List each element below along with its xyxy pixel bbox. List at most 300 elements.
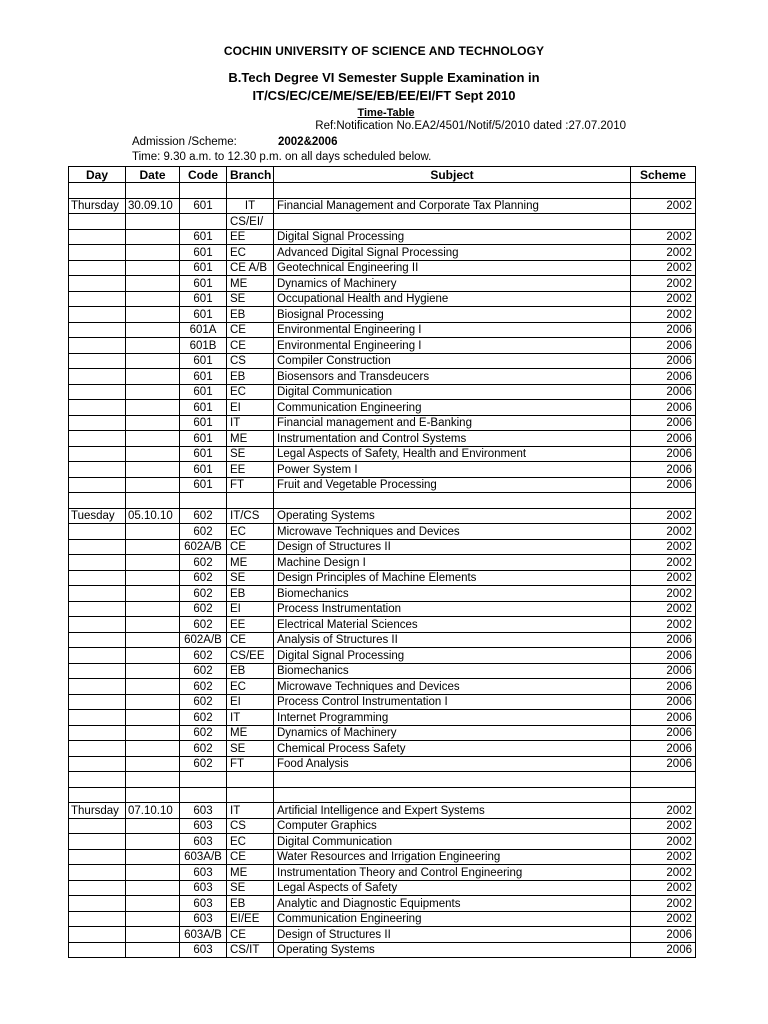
cell-date: [126, 260, 180, 276]
cell-subject: Design of Structures II: [274, 539, 631, 555]
cell-scheme: 2002: [631, 803, 696, 819]
cell-code: [180, 772, 227, 788]
cell-scheme: 2006: [631, 415, 696, 431]
cell-branch: [227, 183, 274, 199]
cell-branch: CE: [227, 322, 274, 338]
table-row: [69, 260, 696, 276]
cell-branch: EE: [227, 229, 274, 245]
cell-code: 602: [180, 586, 227, 602]
cell-scheme: 2002: [631, 524, 696, 540]
cell-date: [126, 601, 180, 617]
cell-subject: Artificial Intelligence and Expert Systems: [274, 803, 631, 819]
cell-branch: CE: [227, 338, 274, 354]
cell-date: [126, 880, 180, 896]
cell-day: [69, 570, 126, 586]
table-spacer-row: [69, 183, 696, 199]
cell-subject: Fruit and Vegetable Processing: [274, 477, 631, 493]
cell-date: [126, 353, 180, 369]
table-row: [69, 400, 696, 416]
cell-branch: ME: [227, 431, 274, 447]
cell-scheme: 2006: [631, 648, 696, 664]
cell-subject: Water Resources and Irrigation Engineering: [274, 849, 631, 865]
cell-day: [69, 880, 126, 896]
cell-branch: EC: [227, 679, 274, 695]
cell-scheme: 2002: [631, 865, 696, 881]
cell-subject: Power System I: [274, 462, 631, 478]
cell-subject: Dynamics of Machinery: [274, 276, 631, 292]
table-row: [69, 601, 696, 617]
cell-scheme: 2002: [631, 229, 696, 245]
cell-subject: Machine Design I: [274, 555, 631, 571]
cell-code: 601: [180, 276, 227, 292]
table-row: [69, 911, 696, 927]
cell-branch: SE: [227, 446, 274, 462]
table-row: [69, 927, 696, 943]
cell-date: [126, 384, 180, 400]
cell-date: [126, 245, 180, 261]
cell-code: 601: [180, 369, 227, 385]
cell-day: [69, 787, 126, 803]
admission-scheme-value: 2002&2006: [278, 136, 338, 148]
cell-branch: FT: [227, 756, 274, 772]
cell-code: 602: [180, 694, 227, 710]
cell-scheme: 2006: [631, 431, 696, 447]
table-row: [69, 415, 696, 431]
reference-notification: Ref:Notification No.EA2/4501/Notif/5/2010 dated :27.07.2010: [315, 120, 626, 132]
cell-date: [126, 524, 180, 540]
cell-scheme: 2002: [631, 834, 696, 850]
cell-day: Tuesday: [69, 508, 126, 524]
cell-code: 601: [180, 462, 227, 478]
cell-subject: Instrumentation and Control Systems: [274, 431, 631, 447]
table-row: [69, 291, 696, 307]
cell-code: 602A/B: [180, 632, 227, 648]
cell-scheme: 2002: [631, 880, 696, 896]
cell-day: [69, 183, 126, 199]
cell-scheme: 2006: [631, 384, 696, 400]
cell-code: 603: [180, 834, 227, 850]
timetable-body: [69, 183, 696, 958]
cell-code: 603: [180, 865, 227, 881]
cell-code: 601: [180, 477, 227, 493]
cell-scheme: 2006: [631, 756, 696, 772]
cell-code: 601: [180, 431, 227, 447]
cell-subject: Food Analysis: [274, 756, 631, 772]
cell-date: [126, 539, 180, 555]
cell-code: 603: [180, 942, 227, 958]
table-spacer-row: [69, 493, 696, 509]
cell-day: [69, 338, 126, 354]
cell-code: 602: [180, 555, 227, 571]
cell-day: [69, 772, 126, 788]
cell-code: 602: [180, 663, 227, 679]
cell-subject: Electrical Material Sciences: [274, 617, 631, 633]
cell-date: [126, 694, 180, 710]
cell-branch: [227, 493, 274, 509]
cell-branch: ME: [227, 865, 274, 881]
cell-scheme: 2006: [631, 632, 696, 648]
table-row: [69, 539, 696, 555]
cell-scheme: 2006: [631, 462, 696, 478]
cell-day: [69, 555, 126, 571]
cell-scheme: 2002: [631, 818, 696, 834]
cell-day: [69, 710, 126, 726]
cell-code: [180, 183, 227, 199]
cell-date: [126, 772, 180, 788]
cell-code: 602A/B: [180, 539, 227, 555]
cell-date: [126, 493, 180, 509]
col-header-branch: Branch: [227, 167, 274, 183]
table-spacer-row: [69, 787, 696, 803]
cell-day: [69, 694, 126, 710]
cell-subject: Chemical Process Safety: [274, 741, 631, 757]
cell-day: [69, 245, 126, 261]
cell-date: 07.10.10: [126, 803, 180, 819]
cell-code: 602: [180, 710, 227, 726]
table-row: [69, 446, 696, 462]
cell-day: [69, 756, 126, 772]
cell-date: [126, 710, 180, 726]
cell-date: 30.09.10: [126, 198, 180, 214]
cell-date: [126, 570, 180, 586]
cell-scheme: [631, 787, 696, 803]
cell-scheme: [631, 772, 696, 788]
cell-scheme: 2006: [631, 446, 696, 462]
col-header-code: Code: [180, 167, 227, 183]
cell-branch: EC: [227, 834, 274, 850]
table-row: [69, 462, 696, 478]
table-row: [69, 834, 696, 850]
cell-subject: Communication Engineering: [274, 400, 631, 416]
table-row: [69, 648, 696, 664]
cell-branch: IT: [227, 803, 274, 819]
cell-scheme: 2002: [631, 276, 696, 292]
cell-branch: SE: [227, 570, 274, 586]
admission-scheme-label: Admission /Scheme:: [132, 136, 237, 148]
col-header-subject: Subject: [274, 167, 631, 183]
cell-day: [69, 725, 126, 741]
table-row: [69, 431, 696, 447]
cell-date: [126, 431, 180, 447]
table-row: [69, 849, 696, 865]
cell-code: 602: [180, 725, 227, 741]
cell-day: [69, 493, 126, 509]
table-row: [69, 276, 696, 292]
cell-code: [180, 787, 227, 803]
cell-scheme: 2006: [631, 694, 696, 710]
table-row: [69, 229, 696, 245]
cell-day: [69, 942, 126, 958]
cell-subject: Process Control Instrumentation I: [274, 694, 631, 710]
cell-subject: Biosensors and Transdeucers: [274, 369, 631, 385]
cell-scheme: 2002: [631, 896, 696, 912]
cell-code: 601: [180, 198, 227, 214]
cell-code: 602: [180, 508, 227, 524]
cell-code: 601: [180, 446, 227, 462]
col-header-day: Day: [69, 167, 126, 183]
cell-day: [69, 276, 126, 292]
cell-subject: Biomechanics: [274, 663, 631, 679]
cell-code: 602: [180, 679, 227, 695]
cell-scheme: 2002: [631, 291, 696, 307]
cell-scheme: 2002: [631, 508, 696, 524]
cell-subject: Operating Systems: [274, 942, 631, 958]
cell-subject: Legal Aspects of Safety, Health and Environment: [274, 446, 631, 462]
cell-code: 601: [180, 291, 227, 307]
cell-day: [69, 849, 126, 865]
cell-date: [126, 849, 180, 865]
cell-scheme: [631, 493, 696, 509]
cell-day: [69, 663, 126, 679]
cell-day: [69, 617, 126, 633]
table-row: [69, 679, 696, 695]
cell-date: [126, 648, 180, 664]
table-row: [69, 245, 696, 261]
cell-subject: Microwave Techniques and Devices: [274, 679, 631, 695]
cell-code: 603: [180, 911, 227, 927]
cell-subject: Communication Engineering: [274, 911, 631, 927]
cell-day: [69, 586, 126, 602]
cell-scheme: 2006: [631, 663, 696, 679]
table-row: [69, 896, 696, 912]
cell-code: 601: [180, 245, 227, 261]
cell-scheme: 2006: [631, 741, 696, 757]
cell-subject: Analytic and Diagnostic Equipments: [274, 896, 631, 912]
cell-branch: EC: [227, 245, 274, 261]
table-row: [69, 756, 696, 772]
cell-branch: EB: [227, 896, 274, 912]
cell-day: [69, 834, 126, 850]
cell-scheme: 2002: [631, 539, 696, 555]
col-header-scheme: Scheme: [631, 167, 696, 183]
cell-scheme: 2002: [631, 849, 696, 865]
table-row: [69, 384, 696, 400]
cell-date: [126, 663, 180, 679]
cell-branch: CS/IT: [227, 942, 274, 958]
cell-day: [69, 632, 126, 648]
cell-subject: Biomechanics: [274, 586, 631, 602]
table-row: [69, 353, 696, 369]
cell-code: 602: [180, 648, 227, 664]
cell-subject: Instrumentation Theory and Control Engineering: [274, 865, 631, 881]
cell-day: [69, 462, 126, 478]
cell-day: [69, 214, 126, 230]
cell-scheme: 2002: [631, 260, 696, 276]
cell-day: [69, 911, 126, 927]
cell-subject: [274, 772, 631, 788]
cell-day: [69, 601, 126, 617]
cell-date: [126, 896, 180, 912]
cell-code: 602: [180, 741, 227, 757]
cell-code: 601: [180, 260, 227, 276]
table-row: [69, 338, 696, 354]
table-row: [69, 198, 696, 214]
cell-date: [126, 307, 180, 323]
cell-branch: ME: [227, 555, 274, 571]
cell-branch: IT/CS: [227, 508, 274, 524]
table-row: [69, 880, 696, 896]
table-row: [69, 942, 696, 958]
cell-code: 603: [180, 818, 227, 834]
cell-code: 602: [180, 570, 227, 586]
cell-subject: [274, 214, 631, 230]
cell-date: [126, 586, 180, 602]
cell-branch: EC: [227, 384, 274, 400]
cell-branch: EI: [227, 694, 274, 710]
cell-code: 603: [180, 880, 227, 896]
cell-day: [69, 291, 126, 307]
cell-day: [69, 415, 126, 431]
cell-branch: FT: [227, 477, 274, 493]
cell-day: [69, 539, 126, 555]
cell-code: 602: [180, 524, 227, 540]
cell-branch: EB: [227, 663, 274, 679]
cell-branch: CS: [227, 353, 274, 369]
cell-code: [180, 493, 227, 509]
cell-branch: EC: [227, 524, 274, 540]
cell-branch: EI: [227, 601, 274, 617]
cell-subject: Dynamics of Machinery: [274, 725, 631, 741]
cell-scheme: 2002: [631, 617, 696, 633]
cell-day: [69, 865, 126, 881]
table-header-row: [69, 167, 696, 183]
cell-branch: CE: [227, 632, 274, 648]
table-row: [69, 555, 696, 571]
table-row: [69, 307, 696, 323]
cell-day: [69, 400, 126, 416]
cell-date: [126, 322, 180, 338]
cell-branch: CS/EE: [227, 648, 274, 664]
degree-title-line1: B.Tech Degree VI Semester Supple Examination in: [228, 70, 540, 85]
cell-date: [126, 555, 180, 571]
table-row: [69, 725, 696, 741]
cell-day: [69, 741, 126, 757]
table-row: [69, 570, 696, 586]
cell-date: [126, 617, 180, 633]
cell-day: [69, 322, 126, 338]
cell-subject: Design Principles of Machine Elements: [274, 570, 631, 586]
cell-code: 601: [180, 353, 227, 369]
cell-subject: Analysis of Structures II: [274, 632, 631, 648]
cell-branch: SE: [227, 741, 274, 757]
cell-date: [126, 741, 180, 757]
cell-subject: Environmental Engineering I: [274, 322, 631, 338]
cell-date: [126, 462, 180, 478]
col-header-date: Date: [126, 167, 180, 183]
cell-date: [126, 415, 180, 431]
cell-date: [126, 229, 180, 245]
cell-date: [126, 214, 180, 230]
cell-branch: CS: [227, 818, 274, 834]
table-row: [69, 694, 696, 710]
cell-subject: Geotechnical Engineering II: [274, 260, 631, 276]
cell-day: [69, 524, 126, 540]
cell-branch: CS/EI/: [227, 214, 274, 230]
cell-code: 601A: [180, 322, 227, 338]
cell-subject: Process Instrumentation: [274, 601, 631, 617]
exam-time-note: Time: 9.30 a.m. to 12.30 p.m. on all days scheduled below.: [132, 151, 432, 163]
timetable-table: [68, 166, 696, 958]
cell-scheme: 2006: [631, 338, 696, 354]
cell-scheme: 2006: [631, 679, 696, 695]
cell-date: [126, 834, 180, 850]
cell-date: [126, 446, 180, 462]
cell-day: [69, 353, 126, 369]
table-row: [69, 508, 696, 524]
cell-branch: IT: [227, 415, 274, 431]
cell-date: [126, 183, 180, 199]
cell-day: [69, 679, 126, 695]
cell-scheme: 2006: [631, 725, 696, 741]
cell-subject: Biosignal Processing: [274, 307, 631, 323]
cell-code: 601: [180, 384, 227, 400]
cell-branch: ME: [227, 276, 274, 292]
cell-branch: CE: [227, 927, 274, 943]
degree-title-line2: IT/CS/EC/CE/ME/SE/EB/EE/EI/FT Sept 2010: [252, 88, 516, 103]
cell-date: [126, 725, 180, 741]
table-row: [69, 803, 696, 819]
cell-scheme: 2006: [631, 927, 696, 943]
cell-scheme: 2002: [631, 570, 696, 586]
cell-date: [126, 477, 180, 493]
cell-branch: EB: [227, 586, 274, 602]
cell-day: [69, 927, 126, 943]
cell-day: [69, 384, 126, 400]
table-row: [69, 710, 696, 726]
table-row: [69, 617, 696, 633]
cell-date: [126, 756, 180, 772]
cell-date: [126, 942, 180, 958]
cell-code: 603: [180, 896, 227, 912]
cell-scheme: 2006: [631, 353, 696, 369]
table-row: [69, 369, 696, 385]
university-title: COCHIN UNIVERSITY OF SCIENCE AND TECHNOLOGY: [223, 44, 545, 58]
cell-date: [126, 865, 180, 881]
cell-branch: CE: [227, 849, 274, 865]
cell-code: 602: [180, 617, 227, 633]
cell-day: Thursday: [69, 198, 126, 214]
cell-branch: [227, 772, 274, 788]
cell-branch: IT: [227, 198, 274, 214]
cell-scheme: 2006: [631, 942, 696, 958]
cell-branch: EI/EE: [227, 911, 274, 927]
cell-subject: Digital Signal Processing: [274, 648, 631, 664]
table-spacer-row: [69, 772, 696, 788]
cell-scheme: 2006: [631, 710, 696, 726]
cell-subject: [274, 787, 631, 803]
cell-code: 601B: [180, 338, 227, 354]
cell-date: [126, 818, 180, 834]
cell-date: [126, 679, 180, 695]
cell-day: [69, 431, 126, 447]
cell-date: [126, 369, 180, 385]
cell-scheme: [631, 214, 696, 230]
cell-code: [180, 214, 227, 230]
cell-code: 602: [180, 756, 227, 772]
cell-branch: EB: [227, 307, 274, 323]
cell-date: [126, 632, 180, 648]
cell-subject: Advanced Digital Signal Processing: [274, 245, 631, 261]
cell-day: [69, 477, 126, 493]
cell-day: [69, 307, 126, 323]
table-row: [69, 214, 696, 230]
cell-scheme: 2006: [631, 400, 696, 416]
cell-subject: Design of Structures II: [274, 927, 631, 943]
cell-scheme: 2006: [631, 322, 696, 338]
timetable-heading: Time-Table: [357, 107, 415, 119]
cell-day: [69, 446, 126, 462]
cell-subject: Financial Management and Corporate Tax Planning: [274, 198, 631, 214]
